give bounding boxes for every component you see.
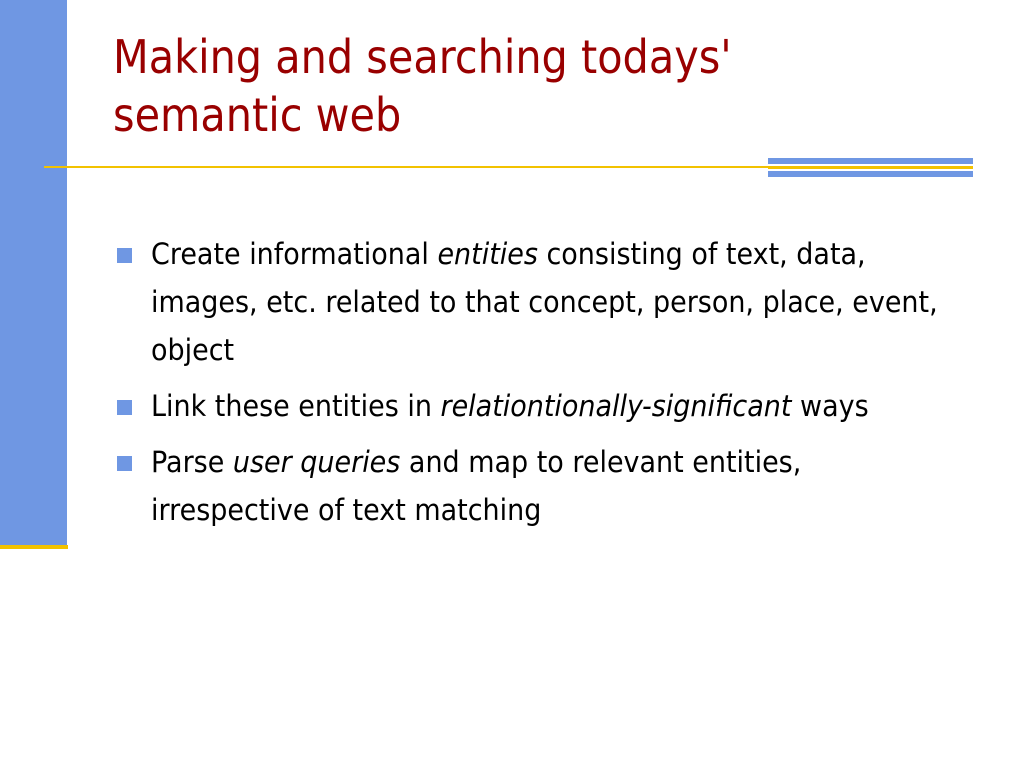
bullet-text-emphasis: entities [437, 237, 538, 271]
bullet-text-emphasis: user queries [232, 445, 401, 479]
left-accent-underline [0, 545, 68, 549]
accent-stripe-bottom [768, 171, 973, 177]
bullet-text [151, 382, 959, 430]
bullet-text-emphasis: relationtionally-significant [440, 389, 792, 423]
square-bullet-icon [117, 248, 132, 263]
left-accent-bar [0, 0, 67, 545]
bullet-item [113, 382, 963, 430]
accent-stripe-top [768, 158, 973, 164]
bullet-item [113, 230, 963, 374]
square-bullet-icon [117, 400, 132, 415]
square-bullet-icon [117, 456, 132, 471]
bullet-text-part: Parse [151, 445, 233, 479]
bullet-text-part: Create informational [151, 237, 438, 271]
title-divider-line [44, 166, 810, 168]
bullet-text-part: consisting of text, data, images, etc. related to that concept, person, place, event, object [151, 237, 938, 367]
bullet-list [113, 230, 963, 542]
accent-stripe-middle [768, 166, 973, 169]
slide-title: Making and searching todays' semantic web [113, 30, 732, 142]
bullet-text [151, 230, 959, 374]
bullet-text-part: Link these entities in [151, 389, 441, 423]
bullet-text-part: and map to relevant entities, irrespective of text matching [151, 445, 802, 527]
bullet-item [113, 438, 963, 534]
bullet-text [151, 438, 959, 534]
title-accent-stripes [768, 158, 973, 179]
bullet-text-part: ways [791, 389, 869, 423]
